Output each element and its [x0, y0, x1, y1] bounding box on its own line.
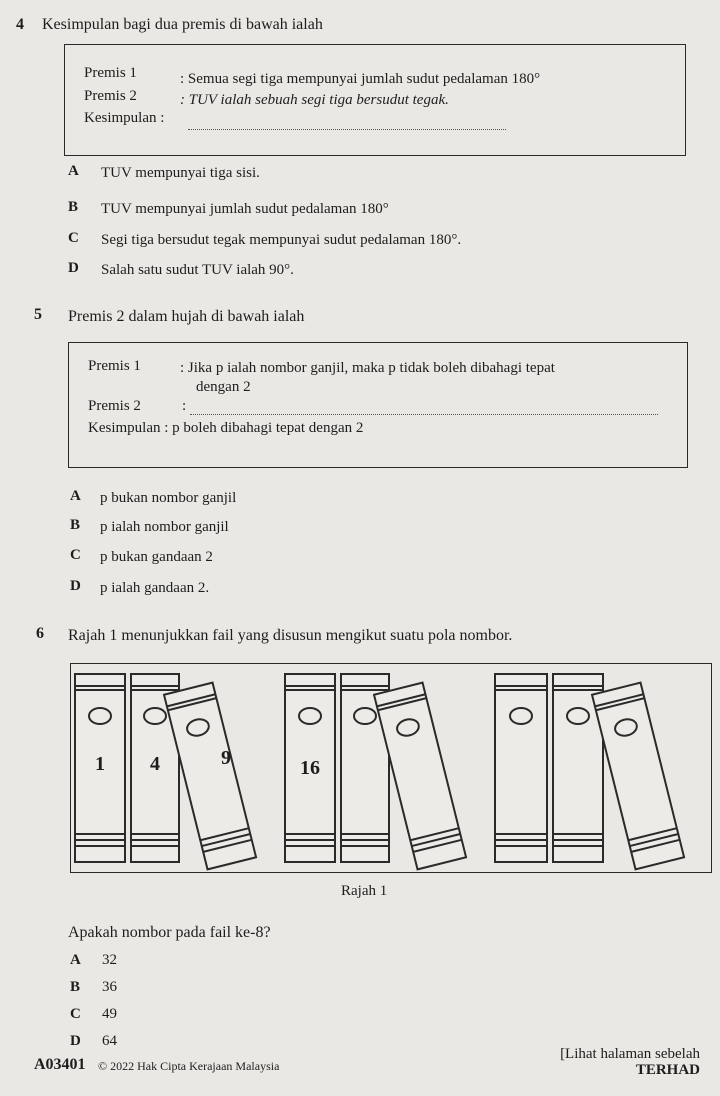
- file-4-number: 16: [300, 757, 320, 779]
- q5-premis1-label: Premis 1: [88, 358, 141, 374]
- file-figure-svg: [71, 664, 711, 872]
- q4-answer-line: [188, 129, 506, 130]
- q4-number: 4: [16, 16, 24, 33]
- q4-option-c-text: Segi tiga bersudut tegak mempunyai sudut pedalaman 180°.: [101, 232, 462, 248]
- q4-option-d-letter: D: [68, 260, 79, 276]
- q5-premis2-label: Premis 2: [88, 398, 141, 414]
- q5-option-d-letter: D: [70, 578, 81, 594]
- classification-label: TERHAD: [635, 1062, 700, 1078]
- q4-option-d-text: Salah satu sudut TUV ialah 90°.: [101, 262, 294, 278]
- q6-option-d-letter: D: [70, 1033, 81, 1049]
- q5-number: 5: [34, 306, 42, 323]
- q5-option-d-text: p ialah gandaan 2.: [100, 580, 210, 596]
- q4-premis2-label: Premis 2: [84, 88, 137, 104]
- q6-option-a-text: 32: [102, 952, 117, 968]
- q5-option-a-letter: A: [70, 488, 81, 504]
- q4-option-b-letter: B: [68, 199, 79, 215]
- figure-caption: Rajah 1: [341, 883, 388, 899]
- q6-option-c-text: 49: [102, 1006, 117, 1022]
- file-1-number: 1: [95, 753, 105, 775]
- q5-kesimpulan-text: Kesimpulan : p boleh dibahagi tepat dengan 2: [88, 420, 364, 436]
- q5-option-c-text: p bukan gandaan 2: [100, 549, 213, 565]
- paper-code: A03401: [34, 1056, 86, 1073]
- q5-option-b-letter: B: [70, 517, 81, 533]
- q4-option-b-text: TUV mempunyai jumlah sudut pedalaman 180°: [101, 201, 389, 217]
- copyright: © 2022 Hak Cipta Kerajaan Malaysia: [98, 1059, 280, 1073]
- q4-question: Kesimpulan bagi dua premis di bawah ialah: [42, 16, 323, 33]
- file-2-number: 4: [150, 753, 160, 775]
- q5-answer-line: [190, 414, 658, 415]
- q4-premis1-text: : Semua segi tiga mempunyai jumlah sudut pedalaman 180°: [180, 71, 541, 87]
- q5-option-c-letter: C: [70, 547, 81, 563]
- q5-premis2-text: :: [182, 398, 187, 414]
- q6-option-b-text: 36: [102, 979, 117, 995]
- q6-option-a-letter: A: [70, 952, 81, 968]
- q4-option-a-text: TUV mempunyai tiga sisi.: [101, 165, 260, 181]
- q6-option-c-letter: C: [70, 1006, 81, 1022]
- q4-kesimpulan-label: Kesimpulan :: [84, 110, 165, 126]
- q5-premis1-text-line2: dengan 2: [196, 379, 251, 395]
- q4-premis1-label: Premis 1: [84, 65, 137, 81]
- file-3-number: 9: [221, 747, 231, 769]
- q6-option-d-text: 64: [102, 1033, 117, 1049]
- q6-number: 6: [36, 625, 44, 642]
- q4-option-c-letter: C: [68, 230, 79, 246]
- q5-question: Premis 2 dalam hujah di bawah ialah: [68, 308, 305, 325]
- file-9: [592, 683, 684, 870]
- q4-option-a-letter: A: [68, 163, 79, 179]
- q6-question: Rajah 1 menunjukkan fail yang disusun mengikut suatu pola nombor.: [68, 627, 513, 644]
- q5-premis1-text-line1: : Jika p ialah nombor ganjil, maka p tidak boleh dibahagi tepat: [180, 360, 555, 376]
- file-7: [495, 674, 547, 862]
- q6-ask: Apakah nombor pada fail ke-8?: [68, 924, 271, 941]
- q6-option-b-letter: B: [70, 979, 81, 995]
- file-figure: [70, 663, 712, 873]
- q5-option-b-text: p ialah nombor ganjil: [100, 519, 229, 535]
- next-page-note: [Lihat halaman sebelah: [560, 1046, 700, 1062]
- q4-premis2-text: : TUV ialah sebuah segi tiga bersudut tegak.: [180, 92, 449, 108]
- q5-option-a-text: p bukan nombor ganjil: [100, 490, 237, 506]
